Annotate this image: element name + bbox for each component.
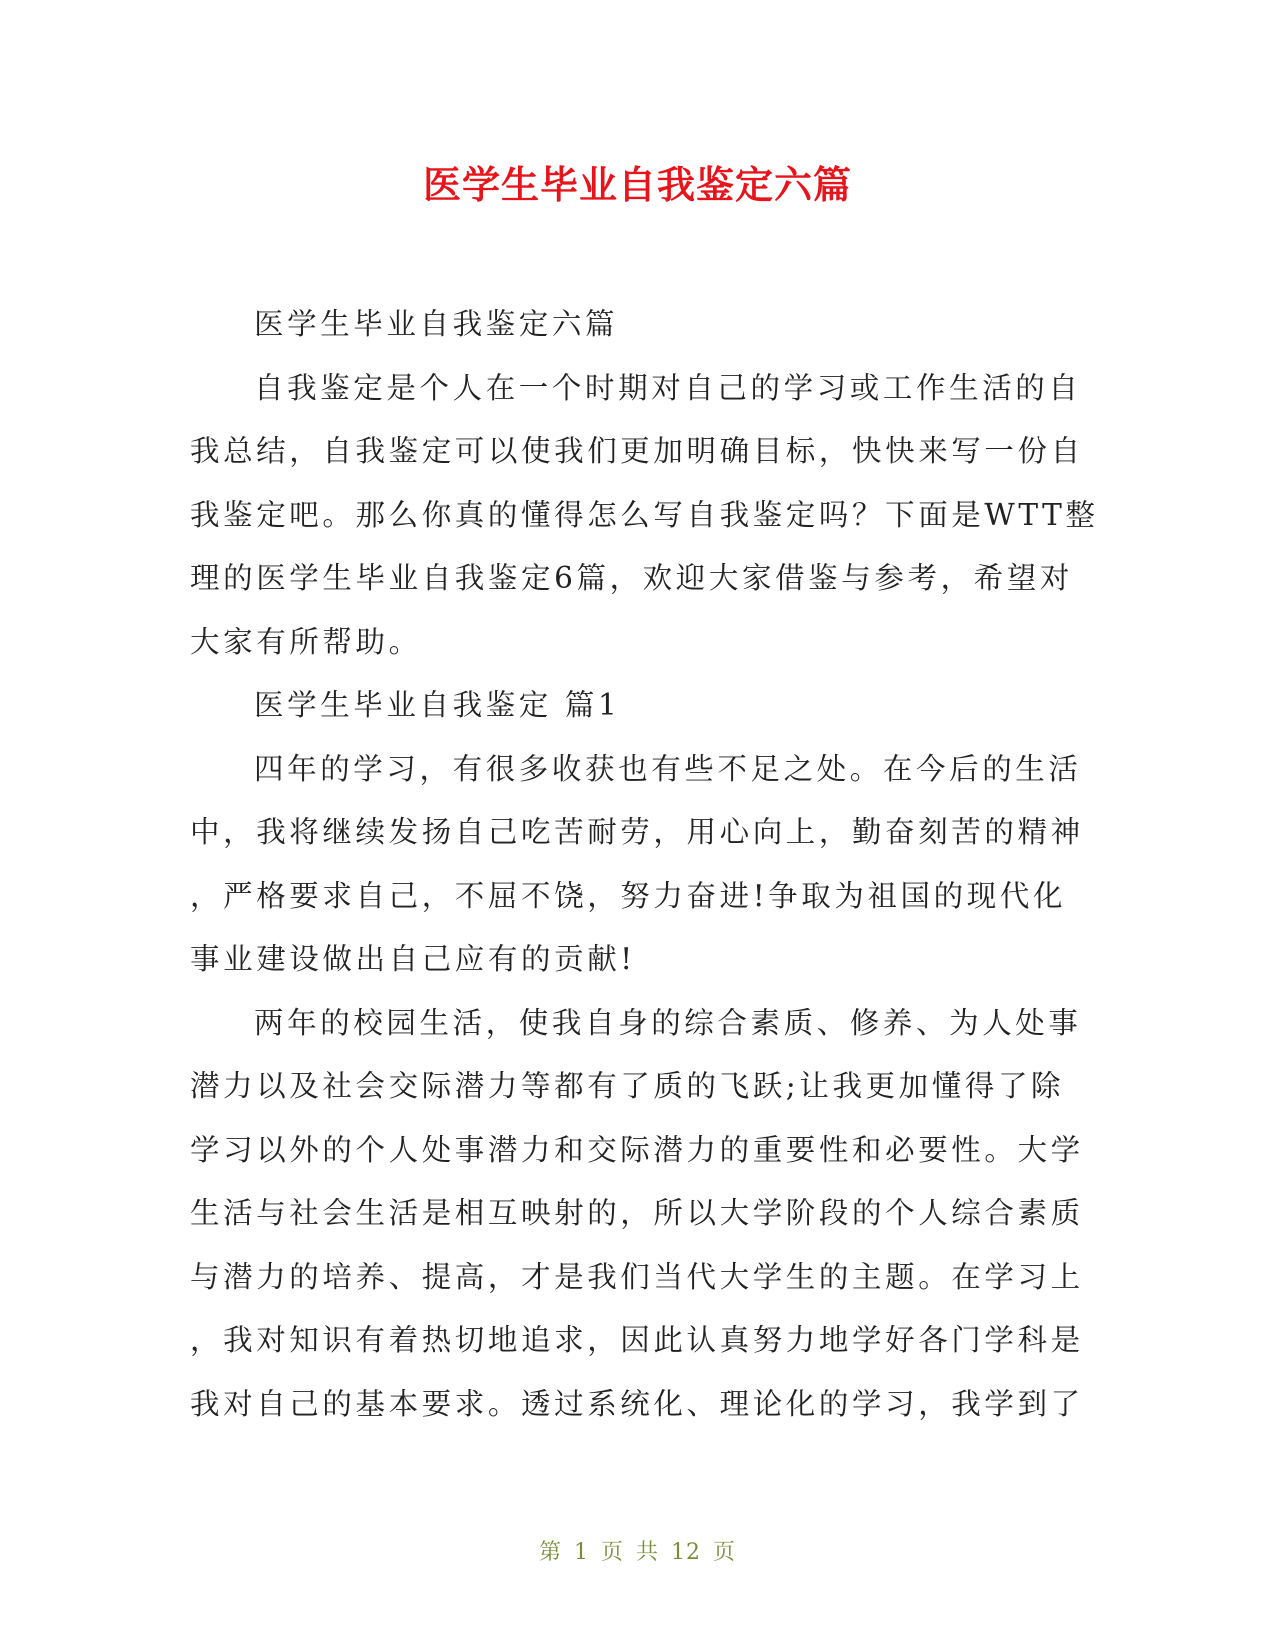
page-footer (0, 1538, 1275, 1568)
body-line: 大家有所帮助。 (190, 624, 422, 659)
body-line: 自我鉴定是个人在一个时期对自己的学习或工作生活的自 (254, 370, 1082, 405)
body-line: ，严格要求自己，不屈不饶，努力奋进!争取为祖国的现代化 (190, 878, 1067, 913)
body-line: 事业建设做出自己应有的贡献! (190, 942, 636, 976)
body-line: 我鉴定吧。那么你真的懂得怎么写自我鉴定吗？下面是WTT整 (190, 497, 1099, 532)
footer-page-label: 页 (600, 1540, 624, 1565)
body-line: 理的医学生毕业自我鉴定6篇，欢迎大家借鉴与参考，希望对 (190, 561, 1073, 595)
body-line: ，我对知识有着热切地追求，因此认真努力地学好各门学科是 (190, 1323, 1084, 1357)
body-line: 医学生毕业自我鉴定六篇 (254, 307, 619, 341)
total-pages-number: 12 (671, 1540, 702, 1565)
document-title: 医学生毕业自我鉴定六篇 (422, 163, 852, 207)
body-line: 四年的学习，有很多收获也有些不足之处。在今后的生活 (254, 751, 1082, 786)
body-line: 与潜力的培养、提高，才是我们当代大学生的主题。在学习上 (190, 1259, 1084, 1294)
body-line: 我总结，自我鉴定可以使我们更加明确目标，快快来写一份自 (190, 434, 1084, 468)
body-line: 两年的校园生活，使我自身的综合素质、修养、为人处事 (254, 1005, 1082, 1040)
footer-prefix: 第 (538, 1540, 562, 1565)
footer-total-label: 共 (636, 1540, 660, 1565)
body-line: 我对自己的基本要求。透过系统化、理论化的学习，我学到了 (190, 1386, 1084, 1421)
body-line: 学习以外的个人处事潜力和交际潜力的重要性和必要性。大学 (190, 1132, 1084, 1167)
current-page-number: 1 (573, 1540, 589, 1565)
body-line: 中，我将继续发扬自己吃苦耐劳，用心向上，勤奋刻苦的精神 (190, 815, 1084, 849)
body-line: 生活与社会生活是相互映射的，所以大学阶段的个人综合素质 (190, 1196, 1084, 1230)
footer-suffix: 页 (713, 1540, 737, 1565)
body-line: 潜力以及社会交际潜力等都有了质的飞跃;让我更加懂得了除 (190, 1069, 1065, 1103)
document-body (190, 293, 1099, 1436)
body-line: 医学生毕业自我鉴定 篇1 (254, 688, 621, 722)
